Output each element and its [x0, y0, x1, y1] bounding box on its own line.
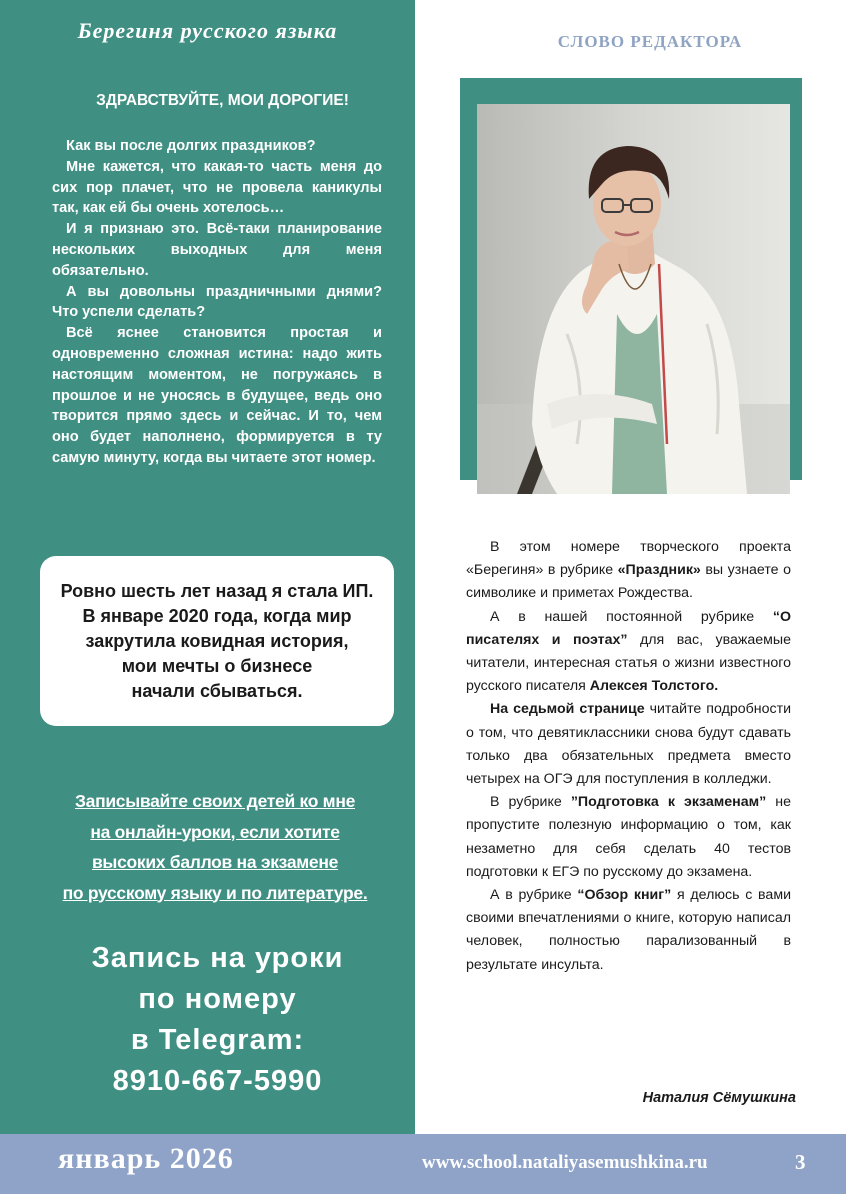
page-number: 3: [795, 1150, 806, 1174]
signup-line: по номеру: [138, 983, 297, 1015]
quote-box: [40, 556, 394, 726]
editor-photo: [477, 104, 790, 494]
rubric-name: “О писателях и поэтах”: [466, 608, 791, 648]
rubric-name: ”Подготовка к экзаменам”: [570, 794, 767, 811]
text-span: не пропустите полезную информацию о том, как незаметно для себя сделать 40 тестов подготовки к ЕГЭ по русскому до экзамена.: [466, 794, 792, 880]
promo-line: по русскому языку и по литературе.: [62, 882, 368, 903]
text-span: В рубрике: [490, 794, 571, 811]
writer-name: Алексея Толстого.: [589, 678, 719, 695]
quote-text: [52, 579, 382, 704]
article-text: [466, 536, 791, 977]
promo-line: Записывайте своих детей ко мне: [74, 791, 356, 811]
article-paragraph: [466, 606, 791, 699]
rubric-name: “Обзор книг”: [577, 887, 672, 904]
article-paragraph: [466, 536, 791, 606]
text-span: вы узнаете о символике и приметах Рождества.: [466, 562, 791, 602]
quote-line: мои мечты о бизнесе: [121, 655, 313, 676]
intro-paragraph: Всё яснее становится простая и одновременно сложная истина: надо жить настоящим моментом, не погружаясь в прошлое и не уносясь в будущее, ведь оно творится прямо здесь и сейчас. И то, чем оно будет наполнено, формируется в ту самую минуту, когда вы читаете этот номер.: [52, 325, 382, 466]
intro-text: [52, 136, 382, 469]
article-paragraph: [466, 884, 791, 977]
article-paragraph: [466, 698, 791, 791]
section-label: СЛОВО РЕДАКТОРА: [557, 32, 743, 51]
greeting-heading: ЗДРАВСТВУЙТЕ, МОИ ДОРОГИЕ!: [96, 92, 349, 109]
signup-line: в Telegram:: [130, 1024, 305, 1056]
phone-number: 8910-667-5990: [112, 1065, 323, 1097]
article-paragraph: [466, 791, 791, 884]
quote-line: закрутила ковидная история,: [85, 630, 349, 651]
text-span: для вас, уважаемые читатели, интересная статья о жизни известного русского писателя: [466, 631, 792, 695]
rubric-name: «Праздник»: [617, 562, 701, 579]
left-column: [0, 0, 415, 1134]
text-span: я делюсь с вами своими впечатлениями о книге, которую написал человек, полностью парализованный в результате инсульта.: [466, 887, 791, 973]
text-span: А в нашей постоянной рубрике: [490, 608, 773, 625]
intro-paragraph: И я признаю это. Всё-таки планирование нескольких выходных для меня обязательно.: [52, 221, 382, 279]
text-span: В этом номере творческого проекта «Берегиня» в рубрике: [466, 539, 791, 579]
quote-line: начали сбываться.: [131, 680, 303, 701]
author-signature: Наталия Сёмушкина: [642, 1090, 796, 1106]
magazine-title: Берегиня русского языка: [77, 18, 338, 43]
intro-paragraph: Мне кажется, что какая-то часть меня до сих пор плачет, что не провела каникулы так, как ей бы очень хотелось…: [52, 158, 382, 217]
text-span: читайте подробности о том, что девятиклассники снова будут сдавать только два обязательных предмета вместо четырех на ОГЭ для поступления в колледжи.: [466, 701, 791, 788]
promo-line: на онлайн-уроки, если хотите: [90, 821, 340, 842]
signup-text: [20, 938, 415, 1102]
promo-text: [30, 786, 400, 908]
issue-month: январь 2026: [58, 1142, 234, 1175]
promo-line: высоких баллов на экзамене: [91, 852, 339, 872]
footer-bar: [0, 1134, 846, 1194]
text-span: А в рубрике: [490, 887, 578, 904]
quote-line: Ровно шесть лет назад я стала ИП.: [60, 580, 374, 601]
quote-line: В январе 2020 года, когда мир: [82, 605, 352, 626]
signup-line: Запись на уроки: [91, 942, 344, 974]
intro-paragraph: А вы довольны праздничными днями? Что успели сделать?: [52, 283, 382, 321]
rubric-name: На седьмой странице: [490, 701, 645, 718]
website-link[interactable]: www.school.nataliyasemushkina.ru: [422, 1152, 708, 1173]
intro-paragraph: Как вы после долгих праздников?: [66, 138, 316, 154]
